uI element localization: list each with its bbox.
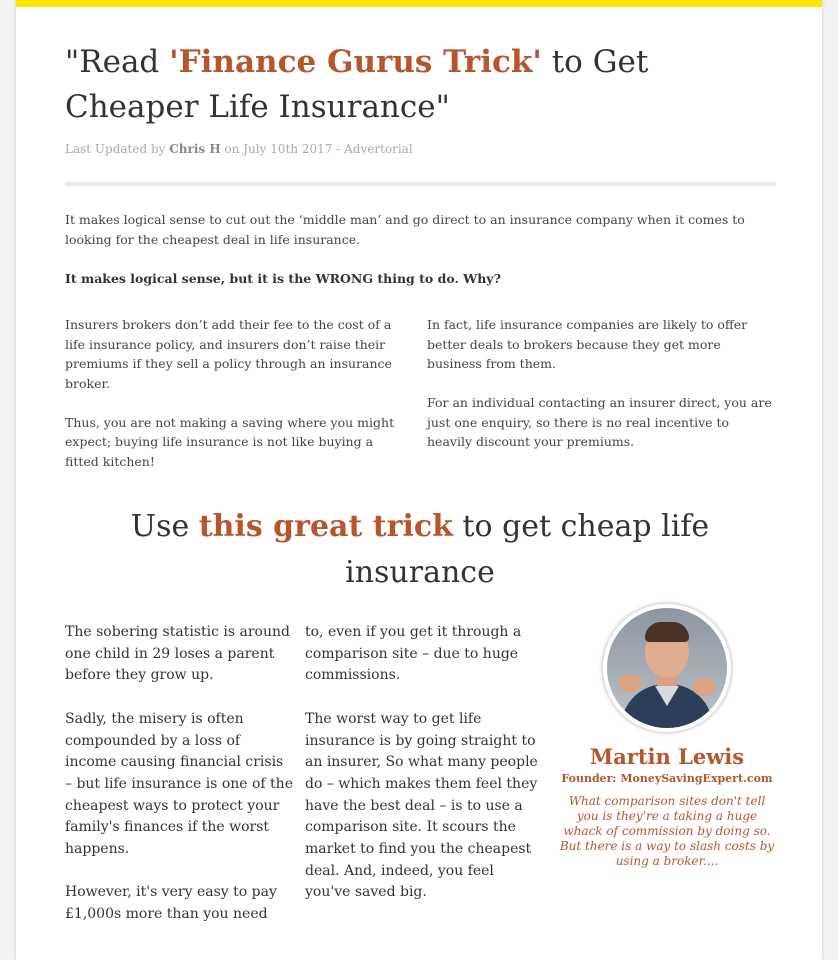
paragraph: The worst way to get life insurance is by going straight to an insurer, So what many people do – which makes them feel they have the best deal – is to use a comparison site. It scours the market to find you the cheapest deal. And, indeed, you feel you've saved big.: [305, 710, 538, 901]
article-page: [16, 0, 822, 960]
top-column-left: [65, 315, 407, 491]
top-accent-bar: [16, 0, 822, 7]
paragraph: Sadly, the misery is often compounded by a loss of income causing financial crisis – but life insurance is one of the cheapest ways to protect your family's finances if the worst happens.: [65, 710, 293, 858]
paragraph: In fact, life insurance companies are likely to offer better deals to brokers because they get more business from them.: [427, 317, 748, 371]
profile-name: Martin Lewis: [589, 744, 745, 769]
profile-quote: [556, 794, 778, 869]
headline-part1: "Read: [65, 44, 170, 80]
paragraph: However, it's very easy to pay £1,000s more than you need: [65, 884, 277, 923]
header-divider: [65, 182, 776, 186]
paragraph: to, even if you get it through a comparison site – due to huge commissions.: [305, 624, 522, 684]
top-column-right: [427, 315, 777, 471]
intro-paragraph: It makes logical sense to cut out the ‘middle man’ and go direct to an insurance company when it comes to looking for the cheapest deal in life insurance.: [65, 212, 745, 247]
intro-question: It makes logical sense, but it is the WRONG thing to do. Why?: [65, 271, 501, 286]
avatar-hand-right: [693, 678, 715, 696]
avatar-hair: [645, 622, 689, 642]
quote-line: What comparison sites don't tell you is they're a taking a huge whack of commission by doing so.: [563, 794, 771, 838]
avatar: [603, 604, 731, 732]
expert-profile: [556, 604, 778, 869]
byline-suffix: on July 10th 2017 - Advertorial: [220, 142, 413, 156]
byline: [65, 142, 413, 156]
headline: [65, 40, 785, 130]
section-heading: [65, 504, 775, 596]
byline-author: Chris H: [169, 142, 221, 156]
subhead-part1: Use: [130, 509, 199, 544]
paragraph: Insurers brokers don’t add their fee to the cost of a life insurance policy, and insurers don’t raise their premiums if they sell a policy through an insurance broker.: [65, 317, 392, 391]
paragraph: The sobering statistic is around one child in 29 loses a parent before they grow up.: [65, 624, 290, 684]
subhead-part2: to get cheap life insurance: [345, 509, 710, 590]
paragraph: Thus, you are not making a saving where you might expect; buying life insurance is not like buying a fitted kitchen!: [65, 414, 395, 469]
quote-line: But there is a way to slash costs by using a broker....: [559, 839, 775, 868]
headline-highlight: 'Finance Gurus Trick': [169, 44, 542, 80]
subhead-highlight: this great trick: [198, 509, 453, 544]
byline-prefix: Last Updated by: [65, 142, 170, 156]
headline-part2: to Get Cheaper Life Insurance": [65, 44, 649, 125]
paragraph: For an individual contacting an insurer direct, you are just one enquiry, so there is no real incentive to heavily discount your premiums.: [427, 395, 772, 449]
avatar-hand-left: [619, 674, 641, 692]
profile-role: Founder: MoneySavingExpert.com: [561, 772, 773, 785]
bottom-column-middle: [305, 622, 541, 926]
bottom-column-left: [65, 622, 293, 948]
